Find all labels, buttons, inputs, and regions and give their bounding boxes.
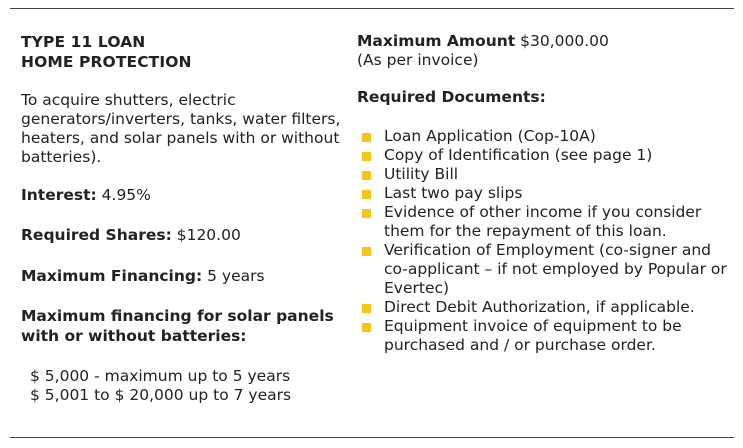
max-amount-note: (As per invoice) (357, 51, 479, 69)
shares-label: Required Shares: (21, 226, 172, 244)
document-text: Equipment invoice of equipment to be purchased and / or purchase order. (384, 317, 682, 354)
square-bullet-icon (362, 133, 371, 142)
loan-title-line2: HOME PROTECTION (21, 53, 192, 71)
loan-title (21, 32, 341, 72)
max-amount-label: Maximum Amount (357, 32, 516, 50)
interest-label: Interest: (21, 186, 97, 204)
interest-row (21, 186, 341, 205)
financing-row (21, 267, 341, 286)
document-text: Utility Bill (384, 165, 459, 183)
document-item (357, 203, 729, 241)
max-amount-row (357, 32, 729, 51)
right-column (357, 32, 729, 355)
documents-list (357, 127, 729, 355)
document-text: Last two pay slips (384, 184, 523, 202)
square-bullet-icon (362, 247, 371, 256)
shares-value: $120.00 (176, 226, 241, 244)
document-item (357, 165, 729, 184)
document-item (357, 241, 729, 298)
top-divider (10, 8, 734, 9)
document-item (357, 146, 729, 165)
square-bullet-icon (362, 171, 371, 180)
left-column (21, 32, 341, 405)
square-bullet-icon (362, 209, 371, 218)
solar-heading (21, 306, 341, 346)
document-text: Direct Debit Authorization, if applicable. (384, 298, 695, 316)
document-text: Loan Application (Cop-10A) (384, 127, 596, 145)
bottom-divider (10, 437, 734, 438)
document-item (357, 317, 729, 355)
document-item (357, 298, 729, 317)
document-text: Evidence of other income if you consider them for the repayment of this loan. (384, 203, 702, 240)
square-bullet-icon (362, 152, 371, 161)
square-bullet-icon (362, 304, 371, 313)
shares-row (21, 226, 341, 245)
document-item (357, 127, 729, 146)
max-amount-value: $30,000.00 (520, 32, 609, 50)
square-bullet-icon (362, 190, 371, 199)
solar-tiers (21, 367, 341, 405)
solar-heading-line2: with or without batteries: (21, 327, 247, 345)
documents-heading: Required Documents: (357, 88, 546, 106)
document-text: Verification of Employment (co-signer and co-applicant – if not employed by Popular or Evertec) (384, 241, 727, 297)
solar-tier-item: $ 5,000 - maximum up to 5 years (30, 367, 291, 385)
document-item (357, 184, 729, 203)
solar-heading-line1: Maximum financing for solar panels (21, 307, 334, 325)
loan-title-line1: TYPE 11 LOAN (21, 33, 146, 51)
loan-description: To acquire shutters, electric generators/inverters, tanks, water filters, heaters, and solar panels with or without batteries). (21, 91, 341, 166)
financing-value: 5 years (207, 267, 265, 285)
solar-tier-item: $ 5,001 to $ 20,000 up to 7 years (30, 386, 292, 404)
financing-label: Maximum Financing: (21, 267, 203, 285)
square-bullet-icon (362, 323, 371, 332)
interest-value: 4.95% (101, 186, 151, 204)
document-text: Copy of Identification (see page 1) (384, 146, 653, 164)
